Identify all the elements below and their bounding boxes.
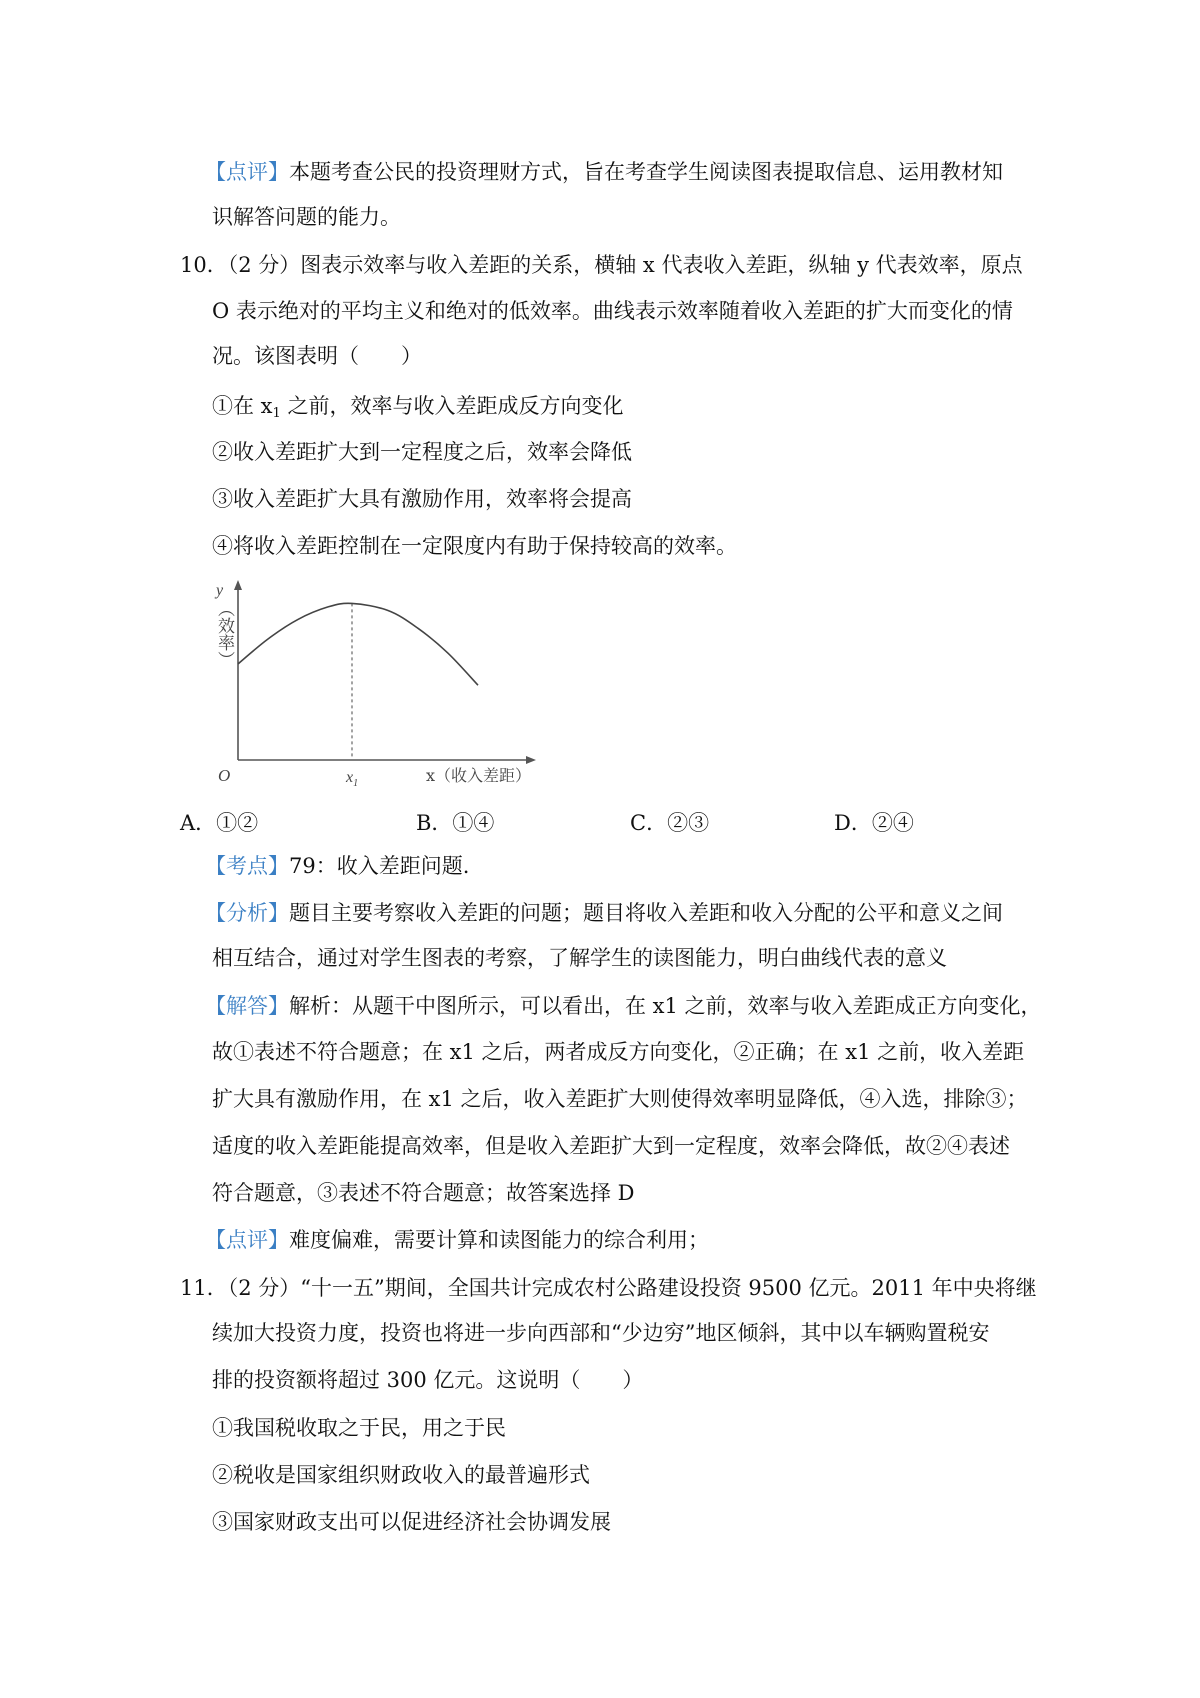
q11-stem-line1: 11．（2 分）“十一五”期间，全国共计完成农村公路建设投资 9500 亿元。2011 年中央将继: [180, 1276, 1037, 1300]
option-a[interactable]: A．①②: [180, 811, 259, 835]
q9-comment-line2: 识解答问题的能力。: [212, 205, 401, 229]
fenxi-tag: 【分析】: [205, 901, 289, 925]
q11-item-1: ①我国税收取之于民，用之于民: [212, 1416, 506, 1440]
option-b[interactable]: B．①④: [416, 811, 495, 835]
x1-label-sub: 1: [353, 778, 359, 789]
q11-item-2: ②税收是国家组织财政收入的最普遍形式: [212, 1463, 590, 1487]
q9-comment-tag: 【点评】: [205, 160, 289, 184]
q10-item-1-post: 之前，效率与收入差距成反方向变化: [280, 394, 624, 418]
q10-item-1-sub: 1: [272, 406, 281, 421]
efficiency-curve: [238, 603, 478, 685]
q9-comment-line1: [205, 157, 1003, 187]
q9-comment-text: 本题考查公民的投资理财方式，旨在考查学生阅读图表提取信息、运用教材知: [289, 160, 1003, 184]
q10-item-1: [212, 391, 624, 429]
q11-item-3: ③国家财政支出可以促进经济社会协调发展: [212, 1510, 611, 1534]
jieda-line2: 故①表述不符合题意；在 x1 之后，两者成反方向变化，②正确；在 x1 之前，收入差距: [212, 1040, 1025, 1064]
jieda-line5: 符合题意，③表述不符合题意；故答案选择 D: [212, 1181, 635, 1205]
q10-item-4: ④将收入差距控制在一定限度内有助于保持较高的效率。: [212, 534, 737, 558]
option-c[interactable]: C．②③: [630, 811, 710, 835]
y-axis-var-label: y: [216, 582, 224, 599]
jieda-tag: 【解答】: [205, 994, 289, 1018]
jieda-line1: [205, 991, 1042, 1021]
q10-item-2: ②收入差距扩大到一定程度之后，效率会降低: [212, 440, 632, 464]
jieda-line3: 扩大具有激励作用，在 x1 之后，收入差距扩大则使得效率明显降低，④入选，排除③；: [212, 1087, 1028, 1111]
q10-item-1-pre: ①在 x: [212, 394, 273, 418]
jieda-line4: 适度的收入差距能提高效率，但是收入差距扩大到一定程度，效率会降低，故②④表述: [212, 1134, 1010, 1158]
dianping-text: 难度偏难，需要计算和读图能力的综合利用；: [289, 1228, 709, 1252]
q11-stem-line3: 排的投资额将超过 300 亿元。这说明（ ）: [212, 1368, 644, 1392]
x1-label: [345, 769, 358, 789]
y-axis-arrow: [234, 580, 242, 590]
origin-label: O: [218, 766, 231, 785]
q10-stem-line3: 况。该图表明（ ）: [212, 344, 422, 368]
fenxi-line2: 相互结合，通过对学生图表的考察，了解学生的读图能力，明白曲线代表的意义: [212, 946, 947, 970]
q10-item-3: ③收入差距扩大具有激励作用，效率将会提高: [212, 487, 632, 511]
kaodian-text: 79：收入差距问题.: [289, 854, 470, 878]
y-axis-label: （效率）: [214, 600, 234, 668]
fenxi-text-1: 题目主要考察收入差距的问题；题目将收入差距和收入分配的公平和意义之间: [289, 901, 1003, 925]
q10-stem-line1: 10．（2 分）图表示效率与收入差距的关系，横轴 x 代表收入差距，纵轴 y 代表效率，原点: [180, 253, 1023, 277]
jieda-text-1: 解析：从题干中图所示，可以看出，在 x1 之前，效率与收入差距成正方向变化，: [289, 994, 1042, 1018]
efficiency-income-gap-chart: [198, 578, 548, 790]
q11-stem-line2: 续加大投资力度，投资也将进一步向西部和“少边穷”地区倾斜，其中以车辆购置税安: [212, 1321, 990, 1345]
x-axis-arrow: [526, 756, 536, 764]
dianping-line: [205, 1225, 709, 1255]
kaodian-line: [205, 851, 469, 881]
dianping-tag: 【点评】: [205, 1228, 289, 1252]
x-axis-label: x（收入差距）: [426, 766, 532, 785]
fenxi-line1: [205, 898, 1003, 928]
option-d[interactable]: D．②④: [834, 811, 914, 835]
q10-stem-line2: O 表示绝对的平均主义和绝对的低效率。曲线表示效率随着收入差距的扩大而变化的情: [212, 299, 1013, 323]
kaodian-tag: 【考点】: [205, 854, 289, 878]
x1-label-main: x: [346, 769, 354, 786]
